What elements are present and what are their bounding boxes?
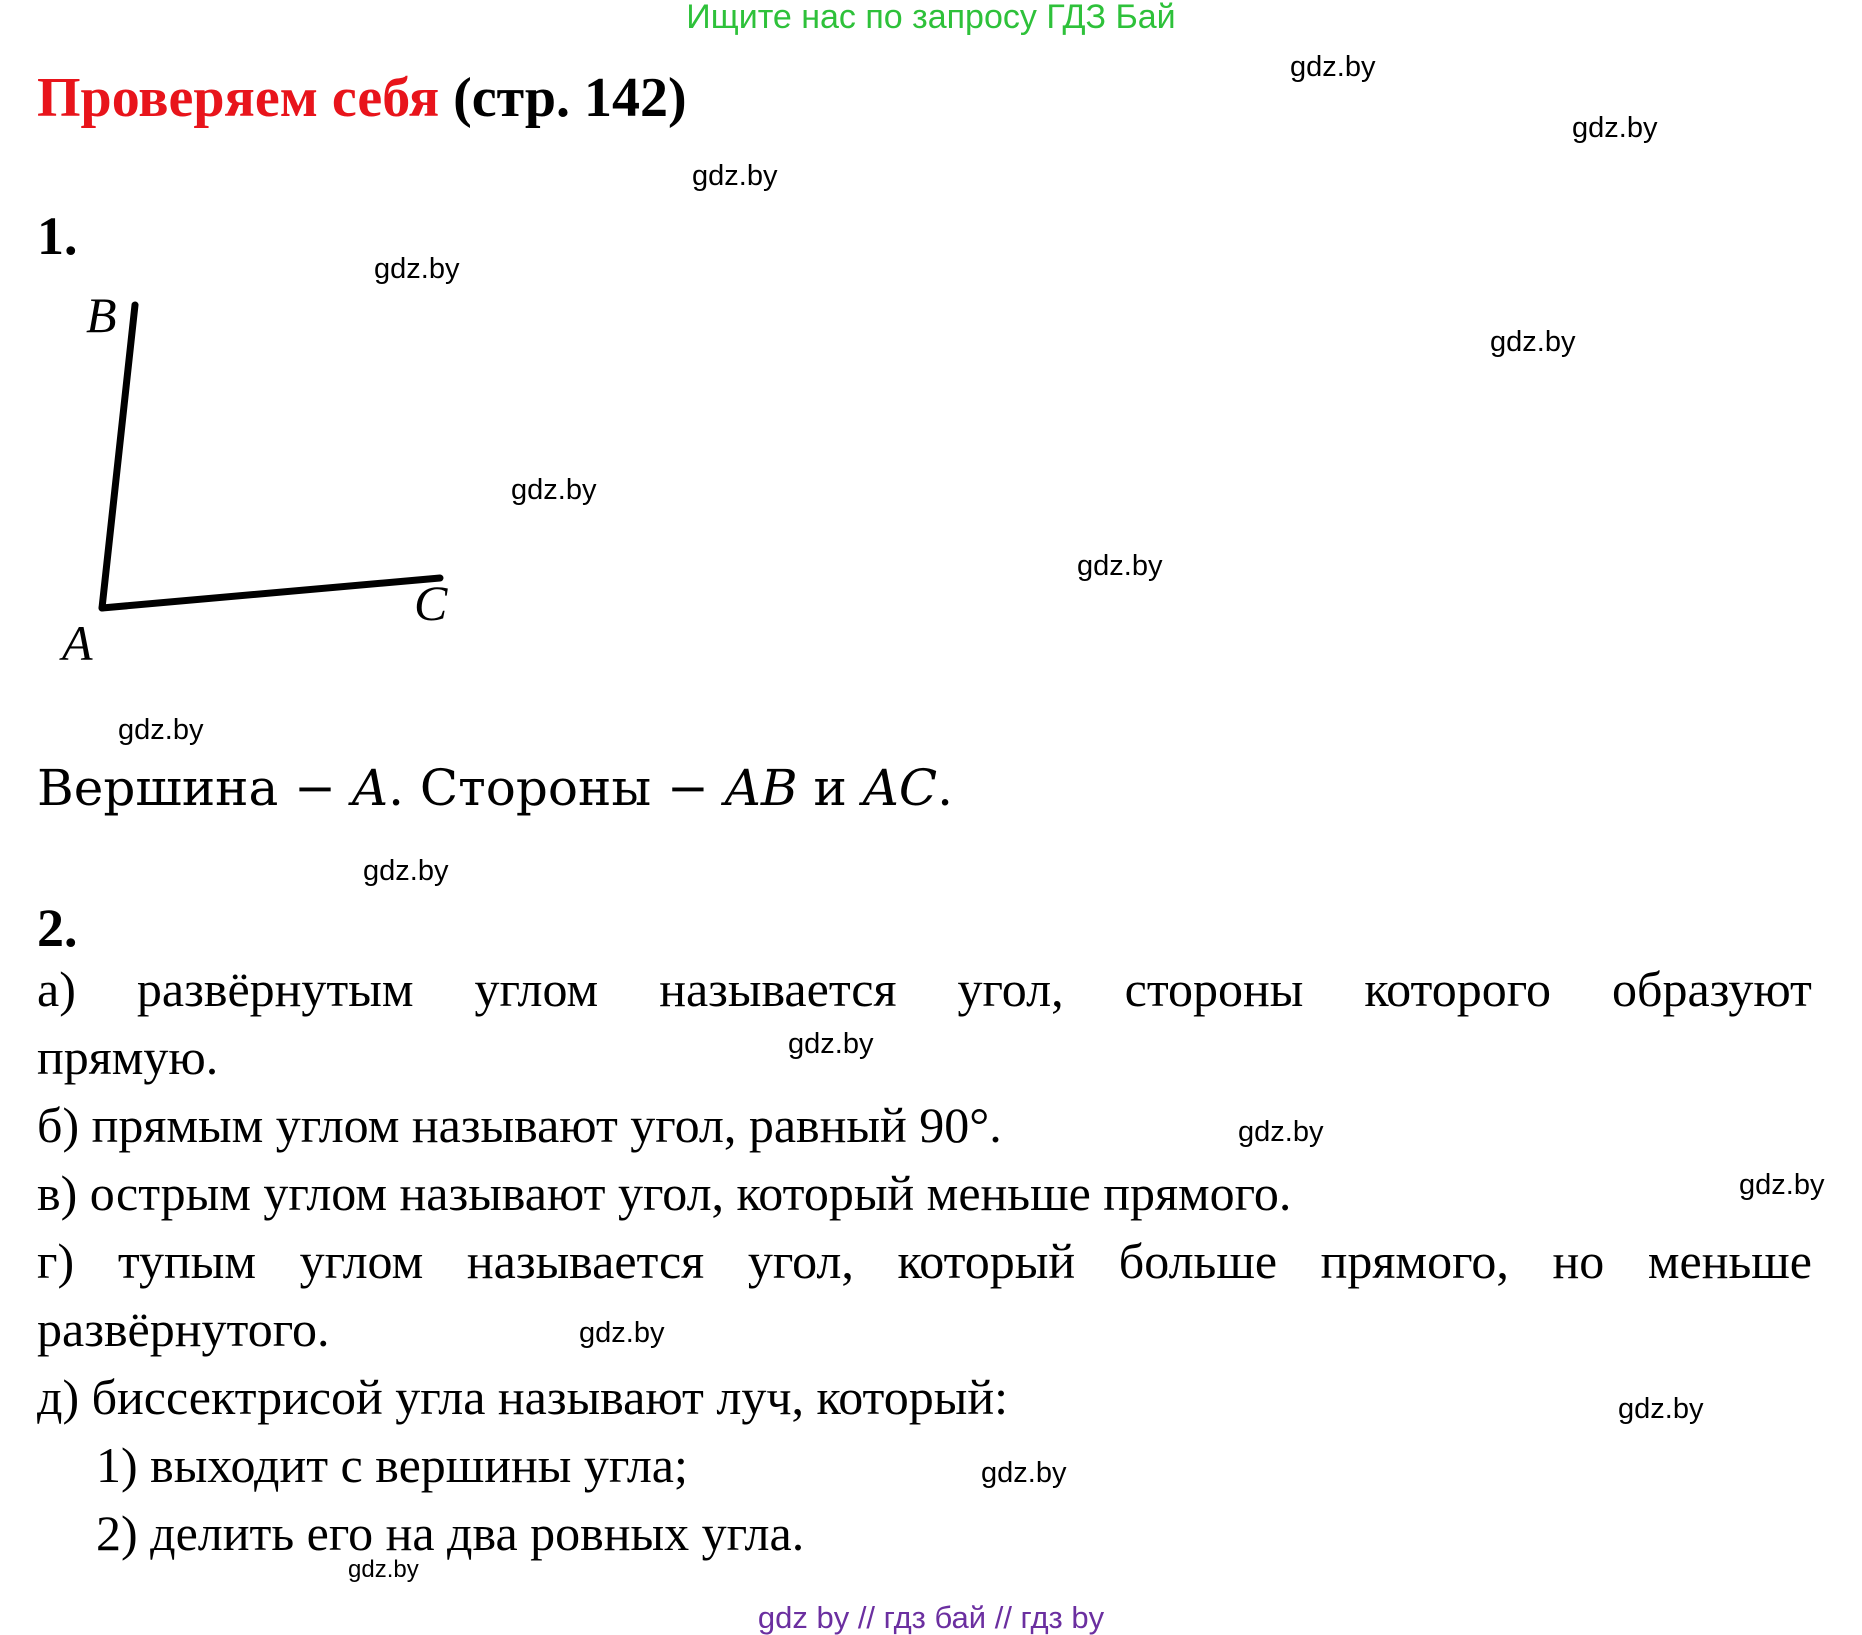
task-2v: в) острым углом называют угол, который меньше прямого.	[37, 1165, 1292, 1221]
task-2a-line-2: прямую.	[37, 1029, 219, 1085]
word: углом	[299, 1233, 424, 1289]
word: которого	[1364, 961, 1551, 1017]
task-1-number: 1.	[37, 206, 78, 266]
word: углом	[474, 961, 599, 1017]
side-1: AB	[724, 759, 798, 817]
task-2g-line-2: развёрнутого.	[37, 1301, 330, 1357]
sides-label: . Стороны −	[388, 759, 725, 817]
title-red-part: Проверяем себя	[37, 67, 440, 129]
task-2g-line-1	[37, 1232, 1812, 1290]
watermark: gdz.by	[692, 160, 778, 192]
watermark: gdz.by	[511, 474, 597, 506]
watermark: gdz.by	[1490, 326, 1576, 358]
watermark: gdz.by	[374, 253, 460, 285]
task-2d-item-1: 1) выходит с вершины угла;	[96, 1437, 688, 1493]
watermark: gdz.by	[1739, 1169, 1825, 1201]
watermark: gdz.by	[118, 714, 204, 746]
word: называется	[659, 961, 897, 1017]
task-2-number: 2.	[37, 898, 78, 958]
ray-ab	[102, 305, 135, 608]
page-title	[37, 68, 687, 128]
word: угол,	[957, 961, 1064, 1017]
footer-links: gdz by // гдз бай // гдз by	[757, 1600, 1105, 1635]
and-word: и	[797, 759, 863, 817]
word: образуют	[1612, 961, 1812, 1017]
vertex-label: Вершина −	[37, 759, 352, 817]
side-2: AC	[862, 759, 938, 817]
ray-ac	[102, 578, 440, 608]
label-b: B	[86, 290, 117, 343]
vertex-value: A	[351, 759, 389, 817]
word: больше	[1118, 1233, 1278, 1289]
watermark: gdz.by	[363, 855, 449, 887]
task-1-answer	[37, 758, 953, 818]
word: развёрнутым	[136, 961, 414, 1017]
watermark: gdz.by	[1572, 112, 1658, 144]
task-2b: б) прямым углом называют угол, равный 90°.	[37, 1097, 1002, 1153]
word: но	[1552, 1233, 1605, 1289]
word: угол,	[747, 1233, 854, 1289]
word: а)	[37, 961, 76, 1017]
watermark: gdz.by	[1290, 51, 1376, 83]
word: тупым	[117, 1233, 256, 1289]
watermark: gdz.by	[348, 1556, 419, 1583]
label-a: A	[62, 615, 93, 670]
answer-end: .	[937, 759, 954, 817]
word: прямого,	[1320, 1233, 1509, 1289]
word: называется	[466, 1233, 705, 1289]
watermark: gdz.by	[788, 1028, 874, 1060]
watermark: gdz.by	[1238, 1116, 1324, 1148]
watermark: gdz.by	[1618, 1393, 1704, 1425]
word: меньше	[1647, 1233, 1812, 1289]
task-2a-line-1	[37, 960, 1812, 1018]
watermark: gdz.by	[579, 1317, 665, 1349]
task-2d: д) биссектрисой угла называют луч, который:	[37, 1369, 1008, 1425]
label-c: C	[414, 575, 448, 631]
word: г)	[37, 1233, 75, 1289]
watermark: gdz.by	[981, 1457, 1067, 1489]
word: который	[897, 1233, 1076, 1289]
angle-figure	[50, 290, 490, 670]
top-banner: Ищите нас по запросу ГДЗ Бай	[686, 0, 1176, 36]
word: стороны	[1124, 961, 1304, 1017]
task-2d-item-2: 2) делить его на два ровных угла.	[96, 1505, 805, 1561]
title-page-ref: (стр. 142)	[439, 67, 687, 129]
watermark: gdz.by	[1077, 550, 1163, 582]
